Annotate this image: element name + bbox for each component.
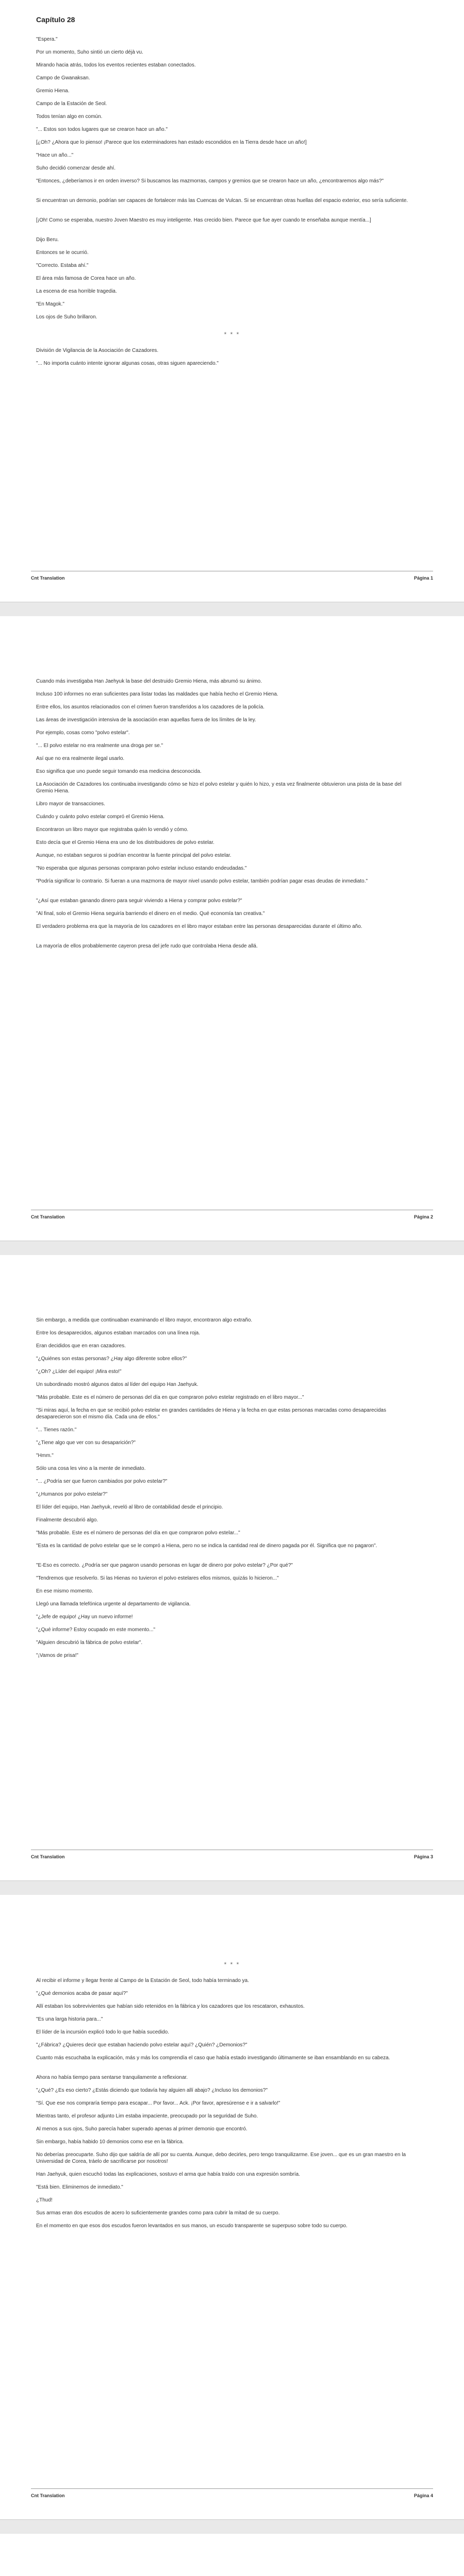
paragraph: Suho decidió comenzar desde ahí. bbox=[36, 165, 115, 171]
footer-page-number: Página 4 bbox=[413, 2493, 433, 2498]
paragraph: Aunque, no estaban seguros si podrían encontrar la fuente principal del polvo estelar. bbox=[36, 853, 231, 858]
paragraph: Por ejemplo, cosas como "polvo estelar". bbox=[36, 730, 130, 736]
document-page bbox=[0, 0, 464, 602]
paragraph: Entre los desaparecidos, algunos estaban marcados con una línea roja. bbox=[36, 1330, 200, 1336]
paragraph: "Sí. Que ese nos compraría tiempo para escapar... Por favor... Ack. ¡Por favor, apresúrense e ir a salvarlo!" bbox=[36, 2100, 280, 2106]
page-footer bbox=[31, 2488, 433, 2498]
paragraph: "Alguien descubrió la fábrica de polvo estelar". bbox=[36, 1640, 143, 1646]
paragraph: "Está bien. Eliminemos de inmediato." bbox=[36, 2184, 123, 2190]
footer-translator-credit: Cnt Translation bbox=[31, 1214, 65, 1219]
paragraph: Eso significa que uno puede seguir tomando esa medicina desconocida. bbox=[36, 769, 202, 774]
paragraph: Así que no era realmente ilegal usarlo. bbox=[36, 756, 125, 761]
paragraph: Sin embargo, había habido 10 demonios como ese en la fábrica. bbox=[36, 2139, 184, 2145]
paragraph: "... No importa cuánto intente ignorar algunas cosas, otras siguen apareciendo." bbox=[36, 361, 219, 366]
paragraph: División de Vigilancia de la Asociación de Cazadores. bbox=[36, 348, 159, 353]
paragraph: La Asociación de Cazadores los continuaba investigando cómo se hizo el polvo estelar y quién lo hizo, y esta vez finalmente obtuvieron una pista de la base del Gremio Hiena. bbox=[36, 782, 402, 794]
paragraph: Ahora no había tiempo para sentarse tranquilamente a reflexionar. bbox=[36, 2075, 188, 2080]
paragraph: "¿Qué demonios acaba de pasar aquí?" bbox=[36, 1991, 128, 1996]
paragraph: Libro mayor de transacciones. bbox=[36, 801, 105, 807]
document-page bbox=[0, 1255, 464, 1881]
paragraph: "Correcto. Estaba ahí." bbox=[36, 263, 89, 268]
paragraph: Todos tenían algo en común. bbox=[36, 114, 103, 120]
paragraph: "Es una larga historia para..." bbox=[36, 2016, 103, 2022]
chapter-title: Capítulo 28 bbox=[36, 15, 75, 24]
paragraph: "... ¿Podría ser que fueron cambiados por polvo estelar?" bbox=[36, 1479, 168, 1484]
paragraph: "Espera." bbox=[36, 37, 58, 42]
paragraph: "Tendremos que resolverlo. Si las Hienas no tuvieron el polvo estelares ellos mismos, quizás lo hicieron..." bbox=[36, 1575, 279, 1581]
paragraph: Finalmente descubrió algo. bbox=[36, 1517, 98, 1523]
paragraph: Llegó una llamada telefónica urgente al departamento de vigilancia. bbox=[36, 1601, 191, 1607]
paragraph: [¿Oh? ¿Ahora que lo pienso! ¡Parece que los exterminadores han estado escondidos en la Tierra desde hace un año!] bbox=[36, 140, 307, 145]
paragraph: Si encuentran un demonio, podrían ser capaces de fortalecer más las Cuencas de Vulcan. Si se encuentran otras huellas del espacio exterior, eso sería suficiente. bbox=[36, 198, 408, 204]
footer-page-number: Página 2 bbox=[413, 1214, 433, 1219]
paragraph: "¿Quiénes son estas personas? ¿Hay algo diferente sobre ellos?" bbox=[36, 1356, 187, 1362]
section-separator: * * * bbox=[224, 1961, 240, 1968]
paragraph: La mayoría de ellos probablemente cayeron presa del jefe rudo que controlaba Hiena desde allá. bbox=[36, 943, 258, 949]
paragraph: Incluso 100 informes no eran suficientes para listar todas las maldades que había hecho el Gremio Hiena. bbox=[36, 691, 278, 697]
paragraph: "Esta es la cantidad de polvo estelar que se le compró a Hiena, pero no se indica la cantidad real de dinero pagada por él. Significa que no pagaron". bbox=[36, 1543, 377, 1549]
paragraph: Sin embargo, a medida que continuaban examinando el libro mayor, encontraron algo extraño. bbox=[36, 1317, 253, 1323]
paragraph: "... Estos son todos lugares que se crearon hace un año." bbox=[36, 127, 168, 132]
paragraph: "¿Jefe de equipo! ¿Hay un nuevo informe! bbox=[36, 1614, 133, 1620]
paragraph: Cuando más investigaba Han Jaehyuk la base del destruido Gremio Hiena, más abrumó su ánimo. bbox=[36, 679, 262, 684]
footer-page-number: Página 1 bbox=[413, 575, 433, 581]
paragraph: "¡Vamos de prisa!" bbox=[36, 1653, 78, 1658]
paragraph: Gremio Hiena. bbox=[36, 88, 70, 94]
paragraph: "Podría significar lo contrario. Si fueran a una mazmorra de mayor nivel usando polvo estelar, también podrían pagar esas deudas de inmediato." bbox=[36, 878, 368, 884]
document-page bbox=[0, 1895, 464, 2520]
paragraph: Esto decía que el Gremio Hiena era uno de los distribuidores de polvo estelar. bbox=[36, 840, 214, 845]
paragraph: El área más famosa de Corea hace un año. bbox=[36, 276, 136, 281]
footer-translator-credit: Cnt Translation bbox=[31, 575, 65, 581]
paragraph: Allí estaban los sobrevivientes que habían sido retenidos en la fábrica y los cazadores que los rescataron, exhaustos. bbox=[36, 2004, 305, 2009]
paragraph: "Al final, solo el Gremio Hiena seguiría barriendo el dinero en el medio. Qué economía tan creativa." bbox=[36, 911, 265, 917]
paragraph: Campo de Gwanaksan. bbox=[36, 75, 90, 81]
paragraph: "¿Qué informe? Estoy ocupado en este momento..." bbox=[36, 1627, 156, 1633]
paragraph: Las áreas de investigación intensiva de la asociación eran aquellas fuera de los límites de la ley. bbox=[36, 717, 256, 723]
paragraph: "¿Qué? ¿Es eso cierto? ¿Estás diciendo que todavía hay alguien allí abajo? ¿Incluso los demonios?" bbox=[36, 2088, 268, 2093]
paragraph: "¿Fábrica? ¿Quieres decir que estaban haciendo polvo estelar aquí? ¿Quién? ¿Demonios?" bbox=[36, 2042, 247, 2048]
paragraph: Al recibir el informe y llegar frente al Campo de la Estación de Seol, todo había terminado ya. bbox=[36, 1978, 249, 1984]
paragraph: "No esperaba que algunas personas compraran polvo estelar incluso estando endeudadas." bbox=[36, 866, 247, 871]
paragraph: Encontraron un libro mayor que registraba quién lo vendió y cómo. bbox=[36, 827, 189, 833]
paragraph: "... El polvo estelar no era realmente una droga per se." bbox=[36, 743, 163, 749]
paragraph: Mientras tanto, el profesor adjunto Lim estaba impaciente, preocupado por la seguridad de Suho. bbox=[36, 2113, 258, 2119]
paragraph: Han Jaehyuk, quien escuchó todas las explicaciones, sostuvo el arma que había traído con una expresión sombría. bbox=[36, 2172, 300, 2177]
document-page bbox=[0, 616, 464, 1241]
paragraph: No deberías preocuparte. Suho dijo que saldría de allí por su cuenta. Aunque, debo decirles, pero tengo tranquilizarme. Ese joven... que es un gran maestro en la Universidad de Corea, tráelo de sacrificarse por nosotros! bbox=[36, 2152, 406, 2164]
paragraph: "Hace un año..." bbox=[36, 152, 74, 158]
paragraph: El líder de la incursión explicó todo lo que había sucedido. bbox=[36, 2029, 169, 2035]
page-gap bbox=[0, 602, 464, 617]
paragraph: Campo de la Estación de Seol. bbox=[36, 101, 107, 107]
paragraph: Eran decididos que en eran cazadores. bbox=[36, 1343, 126, 1349]
paragraph: Al menos a sus ojos, Suho parecía haber superado apenas al primer demonio que encontró. bbox=[36, 2126, 247, 2132]
page-gap bbox=[0, 1241, 464, 1256]
paragraph: "Más probable. Este es el número de personas del día en que compraron polvo estelar..." bbox=[36, 1530, 240, 1536]
paragraph: Cuándo y cuánto polvo estelar compró el Gremio Hiena. bbox=[36, 814, 165, 820]
paragraph: "Si miras aquí, la fecha en que se recibió polvo estelar en grandes cantidades de Hiena y la fecha en que estas personas marcadas como desaparecidas desaparecieron son el mismo día. Cada una de ellos." bbox=[36, 1408, 386, 1420]
paragraph: Un subordinado mostró algunos datos al líder del equipo Han Jaehyuk. bbox=[36, 1382, 198, 1387]
paragraph: Cuanto más escuchaba la explicación, más y más los comprendía el caso que había estado investigando últimamente se iban ensamblando en su cabeza. bbox=[36, 2055, 390, 2061]
document-page bbox=[0, 2534, 464, 2576]
paragraph: "¿Así que estaban ganando dinero para seguir viviendo a Hiena y comprar polvo estelar?" bbox=[36, 898, 242, 904]
paragraph: [¡Oh! Como se esperaba, nuestro Joven Maestro es muy inteligente. Has crecido bien. Parece que fue ayer cuando te enseñaba aunque mentía...] bbox=[36, 217, 371, 223]
paragraph: "En Magok." bbox=[36, 301, 64, 307]
footer-translator-credit: Cnt Translation bbox=[31, 1854, 65, 1859]
paragraph: "¿Tiene algo que ver con su desaparición?" bbox=[36, 1440, 136, 1446]
paragraph: Dijo Beru. bbox=[36, 237, 59, 243]
paragraph: Entre ellos, los asuntos relacionados con el crimen fueron transferidos a los cazadores de la policía. bbox=[36, 704, 265, 710]
paragraph: En el momento en que esos dos escudos fueron levantados en sus manos, un escudo transparente se superpuso sobre todo su cuerpo. bbox=[36, 2223, 347, 2229]
paragraph: El verdadero problema era que la mayoría de los cazadores en el libro mayor estaban entre las personas desaparecidas durante el último año. bbox=[36, 924, 362, 929]
paragraph: Sólo una cosa les vino a la mente de inmediato. bbox=[36, 1466, 146, 1471]
paragraph: La escena de esa horrible tragedia. bbox=[36, 289, 117, 294]
paragraph: "¿Humanos por polvo estelar?" bbox=[36, 1492, 108, 1497]
paragraph: Los ojos de Suho brillaron. bbox=[36, 314, 97, 320]
paragraph: Entonces se le ocurrió. bbox=[36, 250, 89, 256]
footer-translator-credit: Cnt Translation bbox=[31, 2493, 65, 2498]
paragraph: Sus armas eran dos escudos de acero lo suficientemente grandes como para cubrir la mitad de su cuerpo. bbox=[36, 2210, 280, 2216]
footer-page-number: Página 3 bbox=[413, 1854, 433, 1859]
paragraph: "Entonces, ¿deberíamos ir en orden inverso? Si buscamos las mazmorras, campos y gremios que se crearon hace un año, ¿encontraremos algo más?" bbox=[36, 178, 384, 184]
paragraph: En ese mismo momento. bbox=[36, 1588, 93, 1594]
paragraph: El líder del equipo, Han Jaehyuk, reveló al libro de contabilidad desde el principio. bbox=[36, 1504, 223, 1510]
page-gap bbox=[0, 1880, 464, 1895]
paragraph: "Hmm." bbox=[36, 1453, 54, 1459]
paragraph: Por un momento, Suho sintió un cierto déjà vu. bbox=[36, 49, 143, 55]
paragraph: Mirando hacia atrás, todos los eventos recientes estaban conectados. bbox=[36, 62, 196, 68]
paragraph: "E-Eso es correcto. ¿Podría ser que pagaron usando personas en lugar de dinero por polvo estelar? ¿Por qué?" bbox=[36, 1563, 293, 1568]
page-gap bbox=[0, 2519, 464, 2534]
section-separator: * * * bbox=[224, 331, 240, 338]
paragraph: "Más probable. Este es el número de personas del día en que compraron polvo estelar registrado en el libro mayor..." bbox=[36, 1395, 304, 1400]
paragraph: "... Tienes razón." bbox=[36, 1427, 77, 1433]
paragraph: ¿Thud! bbox=[36, 2197, 53, 2203]
paragraph: "¿Oh? ¿Líder del equipo! ¡Mira esto!" bbox=[36, 1369, 122, 1375]
